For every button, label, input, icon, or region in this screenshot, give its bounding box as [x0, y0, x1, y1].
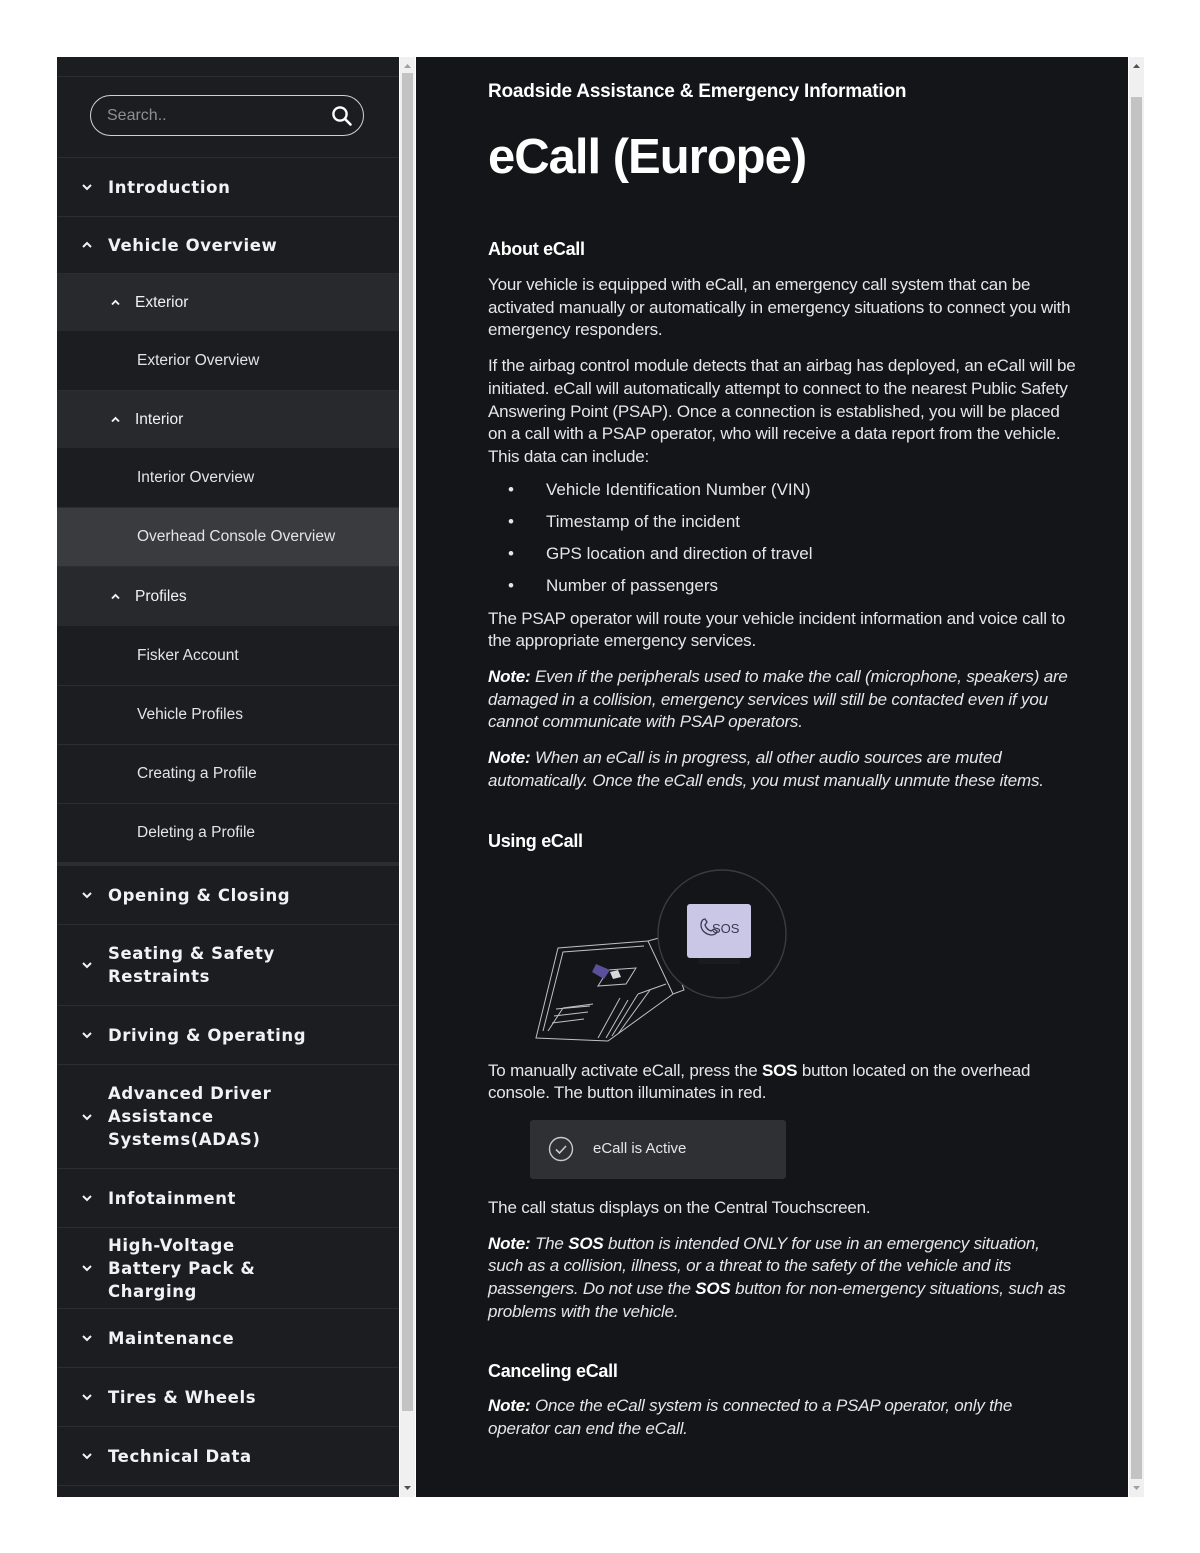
- sidebar-item-maintenance[interactable]: [57, 1309, 399, 1368]
- note-label: Note:: [488, 1233, 531, 1253]
- sidebar-item-label: Deleting a Profile: [137, 824, 256, 841]
- sidebar-item-label: Exterior: [135, 293, 189, 311]
- section-kicker: Roadside Assistance & Emergency Information: [488, 81, 907, 102]
- scroll-up-arrow-icon[interactable]: [400, 59, 415, 73]
- page-title: eCall (Europe): [488, 130, 807, 184]
- sidebar-item-label: Advanced Driver Assistance Systems(ADAS): [108, 1084, 272, 1149]
- chevron-down-icon: [80, 958, 94, 972]
- chevron-down-icon: [80, 1331, 94, 1345]
- sidebar-item-exterior[interactable]: [57, 274, 399, 332]
- sidebar-item-creating-a-profile[interactable]: [57, 745, 399, 804]
- paragraph-airbag: If the airbag control module detects that an airbag has deployed, an eCall will be initiated. eCall will automatically attempt to connect to the nearest Public Safety Answering Point (PSAP). Once a connection is established, you will be placed on a call with a PSAP operator, who will receive a data report from the vehicle. This data can include:: [488, 356, 1076, 466]
- paragraph-psap-route: [488, 608, 1078, 653]
- sidebar-item-label: Infotainment: [108, 1188, 237, 1208]
- chevron-up-icon: [109, 590, 122, 603]
- sidebar-item-label: Tires & Wheels: [108, 1387, 257, 1407]
- sidebar-item-label: Introduction: [108, 177, 231, 197]
- sidebar-top-divider: [57, 57, 399, 77]
- sidebar-item-tires-wheels[interactable]: [57, 1368, 399, 1427]
- paragraph-text: The PSAP operator will route your vehicle incident information and voice call to the appropriate emergency services.: [488, 608, 1066, 651]
- list-item: • Timestamp of the incident: [488, 506, 1078, 538]
- note-text: When an eCall is in progress, all other audio sources are muted automatically. Once the eCall ends, you must manually unmute these items.: [488, 748, 1044, 790]
- data-report-list: [488, 474, 1078, 602]
- chevron-up-icon: [109, 296, 122, 309]
- paragraph-call-status: The call status displays on the Central Touchscreen.: [488, 1197, 871, 1217]
- sidebar-item-infotainment[interactable]: [57, 1169, 399, 1228]
- overhead-console-illustration: [488, 866, 798, 1046]
- chevron-down-icon: [80, 1028, 94, 1042]
- sidebar-item-profiles[interactable]: [57, 567, 399, 627]
- sos-label: SOS: [695, 1279, 731, 1299]
- sidebar-item-label: Maintenance: [108, 1328, 235, 1348]
- sidebar-item-overhead-console-overview[interactable]: [57, 508, 399, 567]
- sidebar-item-driving-operating[interactable]: [57, 1006, 399, 1065]
- sidebar-scroll-thumb[interactable]: [402, 73, 413, 1411]
- sidebar-item-label: Profiles: [135, 587, 187, 605]
- sidebar-item-high-voltage-battery[interactable]: [57, 1228, 399, 1309]
- sidebar-item-label: Technical Data: [108, 1446, 252, 1466]
- note-label: Note:: [488, 748, 531, 768]
- about-heading: About eCall: [488, 239, 585, 259]
- sidebar-item-interior-overview[interactable]: [57, 449, 399, 508]
- list-item: • Number of passengers: [488, 570, 1078, 602]
- paragraph-intro: Your vehicle is equipped with eCall, an emergency call system that can be activated manually or automatically in emergency situations to connect you with emergency responders.: [488, 275, 1071, 340]
- scroll-up-arrow-icon[interactable]: [1129, 59, 1144, 73]
- scroll-down-arrow-icon[interactable]: [400, 1481, 415, 1495]
- sidebar-item-adas[interactable]: [57, 1065, 399, 1169]
- search-placeholder: Search..: [107, 107, 167, 124]
- scroll-down-arrow-icon[interactable]: [1129, 1481, 1144, 1495]
- list-item: • Vehicle Identification Number (VIN): [488, 474, 1078, 506]
- ecall-status-text: eCall is Active: [593, 1139, 687, 1157]
- paragraph-text: To manually activate eCall, press the: [488, 1060, 762, 1080]
- note-peripherals: [488, 666, 1078, 734]
- sidebar-item-label: Driving & Operating: [108, 1025, 307, 1045]
- search-area: [57, 77, 399, 158]
- sidebar-scrollbar[interactable]: [400, 57, 415, 1497]
- content-scrollbar[interactable]: [1129, 57, 1144, 1497]
- sidebar-item-label: Seating & Safety Restraints: [108, 944, 275, 986]
- note-audio-muted: [488, 747, 1078, 792]
- sidebar-item-opening-closing[interactable]: [57, 866, 399, 925]
- chevron-down-icon: [80, 1390, 94, 1404]
- sidebar-item-vehicle-profiles[interactable]: [57, 686, 399, 745]
- note-text: Once the eCall system is connected to a PSAP operator, only the operator can end the eCall.: [488, 1396, 1013, 1439]
- sidebar-item-deleting-a-profile[interactable]: [57, 804, 399, 866]
- sidebar-item-interior[interactable]: [57, 391, 399, 449]
- sidebar-item-label: Vehicle Profiles: [137, 706, 243, 723]
- sidebar-item-exterior-overview[interactable]: [57, 332, 399, 391]
- chevron-down-icon: [80, 180, 94, 194]
- sidebar-item-technical-data[interactable]: [57, 1427, 399, 1486]
- check-circle-icon: [548, 1136, 574, 1162]
- note-cancel: [488, 1395, 1078, 1440]
- note-text: The: [530, 1233, 569, 1253]
- sidebar-item-label: Opening & Closing: [108, 885, 291, 905]
- note-label: Note:: [488, 1396, 531, 1416]
- sidebar-item-label: High-Voltage Battery Pack & Charging: [108, 1235, 256, 1301]
- note-text: Even if the peripherals used to make the call (microphone, speakers) are damaged in a collision, emergency services will still be contacted even if you cannot communicate with PSAP operators.: [488, 667, 1068, 732]
- canceling-heading: Canceling eCall: [488, 1361, 618, 1382]
- chevron-down-icon: [80, 1110, 94, 1124]
- sidebar-item-label: Fisker Account: [137, 647, 239, 664]
- chevron-down-icon: [80, 1449, 94, 1463]
- sidebar-item-seating-safety-restraints[interactable]: [57, 925, 399, 1006]
- sidebar-item-label: Creating a Profile: [137, 765, 257, 782]
- ecall-status-card: [530, 1120, 786, 1179]
- sidebar-item-vehicle-overview[interactable]: [57, 217, 399, 274]
- chevron-down-icon: [80, 1191, 94, 1205]
- using-heading: Using eCall: [488, 830, 583, 851]
- search-input[interactable]: [90, 95, 364, 136]
- sos-button-text: SOS: [712, 920, 740, 936]
- sidebar-item-label: Vehicle Overview: [108, 235, 278, 255]
- note-text: button is intended ONLY for use in an emergency situation, such as a collision, illness, or a threat to the safety of the vehicle and its passengers. Do not use the: [488, 1233, 1040, 1299]
- sos-label: SOS: [761, 1060, 798, 1080]
- sidebar-item-label: Overhead Console Overview: [137, 528, 336, 545]
- chevron-down-icon: [80, 888, 94, 902]
- chevron-down-icon: [80, 1261, 94, 1275]
- sos-label: SOS: [568, 1233, 604, 1253]
- note-text: button for non-emergency situations, such as problems with the vehicle.: [488, 1279, 1066, 1321]
- paragraph-manual-activate: [488, 1060, 1078, 1105]
- search-icon[interactable]: [331, 105, 353, 127]
- sidebar-item-introduction[interactable]: [57, 158, 399, 217]
- article-content: [416, 57, 1128, 1497]
- content-scroll-thumb[interactable]: [1131, 97, 1142, 1479]
- sidebar-item-label: Interior Overview: [137, 469, 255, 486]
- sidebar-item-label: Interior: [135, 410, 184, 428]
- sidebar-item-fisker-account[interactable]: [57, 627, 399, 686]
- note-label: Note:: [488, 667, 531, 687]
- list-item: • GPS location and direction of travel: [488, 538, 1078, 570]
- sidebar-item-label: Exterior Overview: [137, 352, 260, 369]
- chevron-up-icon: [109, 413, 122, 426]
- sidebar-nav: [57, 57, 399, 1497]
- paragraph-text: button located on the overhead console. The button illuminates in red.: [488, 1060, 1031, 1103]
- note-sos-emergency-only: [488, 1233, 1078, 1324]
- chevron-up-icon: [80, 238, 94, 252]
